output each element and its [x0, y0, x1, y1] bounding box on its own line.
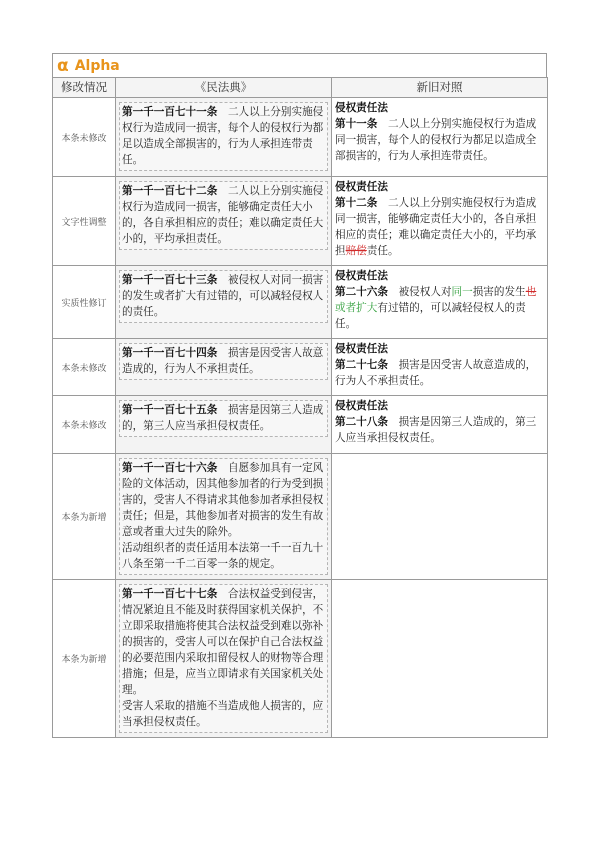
table-row: [53, 266, 548, 339]
article-text: 损害是因受害人故意造成的，行为人不承担责任。: [122, 347, 324, 375]
header-civil-code: 《民法典》: [116, 78, 332, 98]
comparison-cell: [332, 98, 548, 177]
civil-code-cell: [116, 454, 332, 580]
civil-code-cell: [116, 177, 332, 266]
old-article-number: 第二十七条: [335, 359, 388, 371]
table-row: [53, 396, 548, 454]
old-text: 损害是因第三人造成的，第三人应当承担侵权责任。: [335, 416, 537, 444]
civil-code-cell: [116, 396, 332, 454]
status-cell: 本条为新增: [53, 580, 116, 738]
comparison-cell-empty: [332, 454, 548, 580]
old-article: [335, 357, 544, 389]
article-text: 损害是因第三人造成的，第三人应当承担侵权责任。: [122, 404, 324, 432]
comparison-table: [52, 77, 548, 738]
old-article-number: 第二十八条: [335, 416, 388, 428]
civil-code-cell: [116, 98, 332, 177]
article-number: 第一千一百七十二条: [122, 185, 218, 197]
old-text: 被侵权人对: [398, 286, 452, 298]
deleted-text: 也: [525, 286, 537, 298]
article-text: 二人以上分别实施侵权行为造成同一损害，每个人的侵权行为都足以造成全部损害的，行为人承担连带责任。: [122, 106, 324, 166]
table-row: [53, 98, 548, 177]
civil-code-cell: [116, 580, 332, 738]
old-text: 二人以上分别实施侵权行为造成同一损害，每个人的侵权行为都足以造成全部损害的，行为人承担连带责任。: [335, 118, 537, 162]
comparison-cell: [332, 177, 548, 266]
article-number: 第一千一百七十一条: [122, 106, 218, 118]
status-cell: 实质性修订: [53, 266, 116, 339]
header-comparison: 新旧对照: [332, 78, 548, 98]
table-row: [53, 177, 548, 266]
article-text: 自愿参加具有一定风险的文体活动，因其他参加者的行为受到损害的，受害人不得请求其他参加者承担侵权责任；但是，其他参加者对损害的发生有故意或者重大过失的除外。: [122, 462, 324, 538]
comparison-cell-empty: [332, 580, 548, 738]
article-text-paragraph: 活动组织者的责任适用本法第一千一百九十八条至第一千二百零一条的规定。: [122, 542, 324, 570]
status-cell: 本条未修改: [53, 396, 116, 454]
added-text: 同一: [451, 286, 473, 298]
civil-code-cell: [116, 266, 332, 339]
alpha-logo-icon: α: [57, 55, 69, 76]
table-row: [53, 580, 548, 738]
comparison-sheet: [52, 53, 547, 738]
civil-article: [119, 400, 328, 437]
article-number: 第一千一百七十六条: [122, 462, 218, 474]
article-number: 第一千一百七十七条: [122, 588, 218, 600]
article-text-paragraph: 受害人采取的措施不当造成他人损害的，应当承担侵权责任。: [122, 700, 324, 728]
added-text: 或者扩大: [335, 302, 378, 314]
source-law: 侵权责任法: [335, 270, 388, 282]
old-article-number: 第十一条: [335, 118, 378, 130]
article-number: 第一千一百七十三条: [122, 274, 218, 286]
civil-article: [119, 584, 328, 733]
header-row: [53, 78, 548, 98]
civil-article: [119, 102, 328, 171]
old-article-number: 第十二条: [335, 197, 378, 209]
article-number: 第一千一百七十五条: [122, 404, 218, 416]
brand-name: Alpha: [74, 57, 120, 74]
comparison-cell: [332, 396, 548, 454]
source-law: 侵权责任法: [335, 343, 388, 355]
source-law: 侵权责任法: [335, 400, 388, 412]
comparison-cell: [332, 339, 548, 396]
article-text: 被侵权人对同一损害的发生或者扩大有过错的，可以减轻侵权人的责任。: [122, 274, 324, 318]
status-cell: 本条未修改: [53, 339, 116, 396]
old-text: 责任。: [366, 245, 399, 257]
old-article: [335, 195, 544, 259]
status-cell: 本条未修改: [53, 98, 116, 177]
deleted-text: 赔偿: [345, 245, 367, 257]
old-article: [335, 116, 544, 164]
old-article-number: 第二十六条: [335, 286, 388, 298]
old-article: [335, 414, 544, 446]
civil-article: [119, 270, 328, 323]
civil-article: [119, 343, 328, 380]
brand-bar: [52, 53, 547, 77]
article-text: 合法权益受到侵害，情况紧迫且不能及时获得国家机关保护，不立即采取措施将使其合法权益受到难以弥补的损害的，受害人可以在保护自己合法权益的必要范围内采取扣留侵权人的财物等合理措施；但是，应当立即请求有关国家机关处理。: [122, 588, 324, 696]
table-row: [53, 454, 548, 580]
old-text: 损害是因受害人故意造成的，行为人不承担责任。: [335, 359, 537, 387]
comparison-cell: [332, 266, 548, 339]
old-text: 损害的发生: [472, 286, 526, 298]
article-text: 二人以上分别实施侵权行为造成同一损害，能够确定责任大小的，各自承担相应的责任；难以确定责任大小的，平均承担责任。: [122, 185, 324, 245]
old-text: 二人以上分别实施侵权行为造成同一损害，能够确定责任大小的，各自承担相应的责任；难以确定责任大小的，平均承担: [335, 197, 537, 257]
header-status: 修改情况: [53, 78, 116, 98]
status-cell: 本条为新增: [53, 454, 116, 580]
civil-article: [119, 458, 328, 575]
status-cell: 文字性调整: [53, 177, 116, 266]
article-number: 第一千一百七十四条: [122, 347, 218, 359]
civil-code-cell: [116, 339, 332, 396]
source-law: 侵权责任法: [335, 181, 388, 193]
old-article: [335, 284, 544, 332]
old-text: 有过错的，可以减轻侵权人的责任。: [335, 302, 526, 330]
civil-article: [119, 181, 328, 250]
source-law: 侵权责任法: [335, 102, 388, 114]
table-row: [53, 339, 548, 396]
